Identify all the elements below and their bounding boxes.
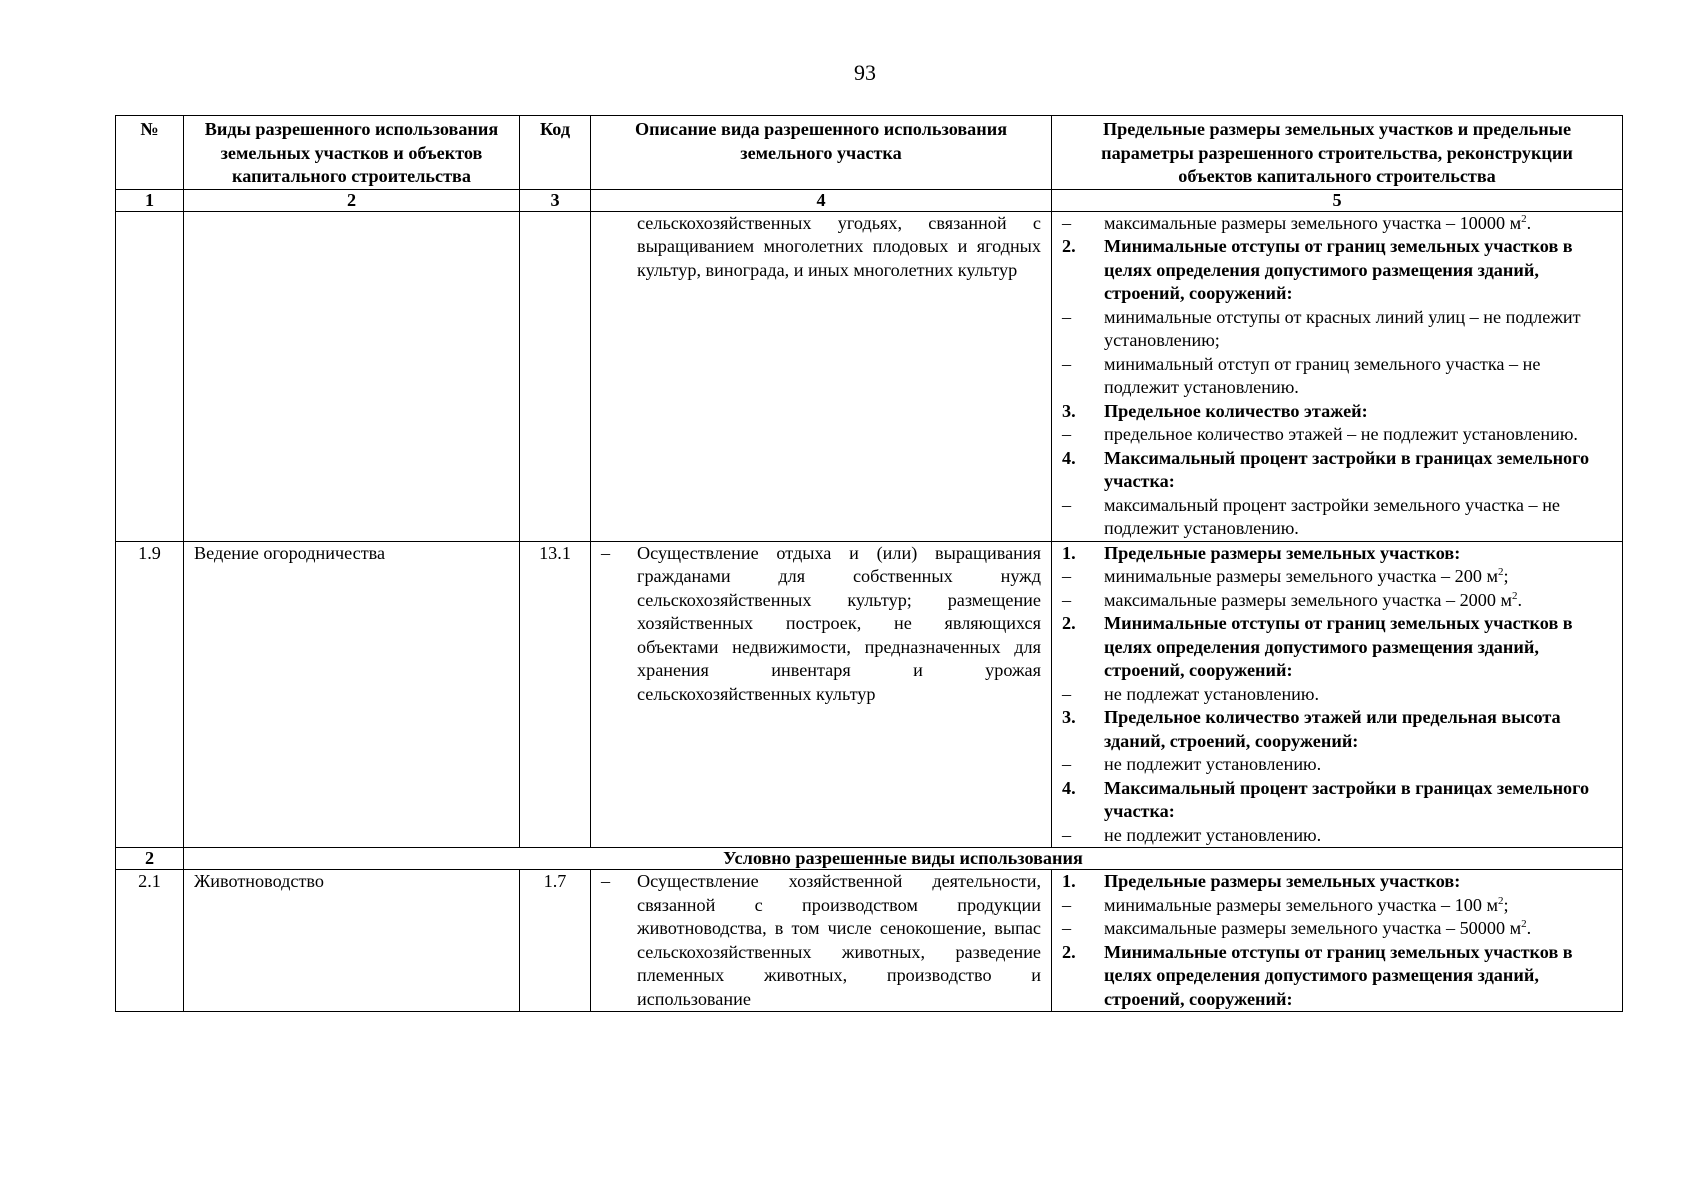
parameter-marker: 3. — [1062, 400, 1076, 421]
parameter-text: не подлежит установлению. — [1104, 824, 1322, 845]
description-marker: – — [601, 871, 611, 891]
parameter-marker: – — [1062, 566, 1072, 586]
regulations-table — [115, 115, 1623, 1012]
section-number: 2 — [116, 848, 184, 870]
row-code: 13.1 — [520, 541, 591, 848]
page-number: 93 — [854, 60, 876, 85]
parameter-heading — [1062, 777, 1612, 824]
row-description — [591, 541, 1052, 848]
row-parameters — [1052, 541, 1623, 848]
superscript: 2 — [1512, 589, 1518, 602]
parameter-marker: 2. — [1062, 236, 1076, 256]
description-text: Осуществление отдыха и (или) выращивания гражданами для собственных нужд сельскохозяйственных культур; размещение хозяйственных построек, не являющихся объектами недвижимости, предназначенных для хранения инвентаря и урожая сельскохозяйственных культур — [637, 542, 1041, 704]
parameter-item — [1062, 894, 1612, 918]
column-number: 5 — [1052, 189, 1623, 211]
parameter-text: максимальный процент застройки земельного участка – не подлежит установлению. — [1104, 494, 1561, 538]
parameter-marker: 4. — [1062, 447, 1076, 468]
parameter-text: Предельное количество этажей: — [1104, 400, 1368, 421]
parameter-list — [1062, 870, 1612, 1011]
parameter-item — [1062, 306, 1612, 353]
column-number: 2 — [184, 189, 520, 211]
parameter-marker: 2. — [1062, 941, 1076, 962]
header-row — [116, 116, 1623, 190]
parameter-marker: – — [1062, 918, 1072, 938]
parameter-punctuation: . — [1526, 918, 1532, 938]
parameter-item — [1062, 565, 1612, 589]
header-number: № — [116, 116, 184, 190]
superscript: 2 — [1521, 212, 1527, 225]
row-code: 1.7 — [520, 870, 591, 1012]
row-parameters — [1052, 211, 1623, 541]
parameter-marker: – — [1062, 494, 1072, 515]
parameter-marker: – — [1062, 683, 1072, 704]
parameter-heading — [1062, 542, 1612, 566]
row-kind: Ведение огородничества — [184, 541, 520, 848]
parameter-item — [1062, 824, 1612, 848]
parameter-marker: 1. — [1062, 542, 1076, 563]
parameter-text: Минимальные отступы от границ земельных участков в целях определения допустимого размещения зданий, строений, сооружений: — [1104, 236, 1573, 303]
parameter-heading — [1062, 941, 1612, 1012]
parameter-text: Минимальные отступы от границ земельных участков в целях определения допустимого размещения зданий, строений, сооружений: — [1104, 941, 1573, 1009]
parameter-marker: – — [1062, 589, 1072, 610]
parameter-text: Предельные размеры земельных участков: — [1104, 871, 1461, 891]
parameter-marker: – — [1062, 894, 1072, 915]
parameter-item — [1062, 917, 1612, 941]
parameter-text: минимальные размеры земельного участка – 200 м — [1104, 566, 1498, 586]
parameter-item — [1062, 353, 1612, 400]
parameter-marker: – — [1062, 306, 1072, 327]
parameter-list — [1062, 542, 1612, 848]
row-number: 1.9 — [116, 541, 184, 848]
header-description: Описание вида разрешенного использования земельного участка — [591, 116, 1052, 190]
column-number-row — [116, 189, 1623, 211]
column-number: 3 — [520, 189, 591, 211]
superscript: 2 — [1521, 917, 1527, 930]
header-kind: Виды разрешенного использования земельных участков и объектов капитального строительства — [184, 116, 520, 190]
parameter-text: не подлежит установлению. — [1104, 754, 1322, 774]
parameter-punctuation: . — [1526, 212, 1532, 233]
parameter-item — [1062, 212, 1612, 236]
parameter-heading — [1062, 870, 1612, 894]
row-description — [591, 870, 1052, 1012]
parameter-marker: – — [1062, 824, 1072, 845]
description-text: сельскохозяйственных угодьях, связанной с выращиванием многолетних плодовых и ягодных культур, винограда, и иных многолетних культур — [637, 212, 1041, 280]
parameter-text: минимальный отступ от границ земельного участка – не подлежит установлению. — [1104, 353, 1541, 397]
row-code — [520, 211, 591, 541]
parameter-punctuation: ; — [1503, 566, 1509, 586]
parameter-text: Минимальные отступы от границ земельных участков в целях определения допустимого размещения зданий, строений, сооружений: — [1104, 613, 1573, 680]
row-parameters — [1052, 870, 1623, 1012]
parameter-text: Максимальный процент застройки в границах земельного участка: — [1104, 447, 1590, 491]
parameter-text: максимальные размеры земельного участка – 10000 м — [1104, 212, 1522, 233]
parameter-item — [1062, 683, 1612, 707]
parameter-text: минимальные отступы от красных линий улиц – не подлежит установлению; — [1104, 306, 1581, 350]
parameter-text: Предельное количество этажей или предельная высота зданий, строений, сооружений: — [1104, 707, 1561, 751]
parameter-marker: 3. — [1062, 707, 1076, 727]
parameter-text: Предельные размеры земельных участков: — [1104, 542, 1461, 563]
column-number: 4 — [591, 189, 1052, 211]
table-row-continued — [116, 211, 1623, 541]
parameter-marker: 1. — [1062, 871, 1076, 891]
section-row — [116, 848, 1623, 870]
parameter-list — [1062, 212, 1612, 541]
parameter-item — [1062, 494, 1612, 541]
parameter-item — [1062, 589, 1612, 613]
parameter-punctuation: . — [1517, 589, 1523, 610]
row-description — [591, 211, 1052, 541]
row-kind: Животноводство — [184, 870, 520, 1012]
table-row — [116, 541, 1623, 848]
row-kind — [184, 211, 520, 541]
parameter-marker: – — [1062, 353, 1072, 374]
parameter-text: максимальные размеры земельного участка – 50000 м — [1104, 918, 1522, 938]
parameter-marker: 2. — [1062, 613, 1076, 633]
parameter-text: максимальные размеры земельного участка – 2000 м — [1104, 589, 1513, 610]
parameter-item — [1062, 423, 1612, 447]
parameter-heading — [1062, 235, 1612, 306]
parameter-heading — [1062, 447, 1612, 494]
parameter-item — [1062, 753, 1612, 777]
row-number: 2.1 — [116, 870, 184, 1012]
parameter-marker: 4. — [1062, 777, 1076, 798]
description-text: Осуществление хозяйственной деятельности, связанной с производством продукции животноводства, в том числе сенокошение, выпас сельскохозяйственных животных, разведение племенных животных, производство и использование — [637, 871, 1041, 1009]
parameter-text: предельное количество этажей – не подлежит установлению. — [1104, 424, 1578, 444]
table-row — [116, 870, 1623, 1012]
parameter-marker: – — [1062, 212, 1072, 233]
parameter-heading — [1062, 400, 1612, 424]
parameter-marker: – — [1062, 424, 1072, 444]
superscript: 2 — [1497, 894, 1504, 907]
description-marker: – — [601, 542, 611, 563]
parameter-text: минимальные размеры земельного участка – 100 м — [1104, 894, 1498, 915]
parameter-text: Максимальный процент застройки в границах земельного участка: — [1104, 777, 1590, 821]
parameter-marker: – — [1062, 754, 1072, 774]
header-parameters: Предельные размеры земельных участков и предельные параметры разрешенного строительства, реконструкции объектов капитального строительства — [1052, 116, 1623, 190]
row-number — [116, 211, 184, 541]
section-title: Условно разрешенные виды использования — [184, 848, 1623, 870]
parameter-text: не подлежат установлению. — [1104, 683, 1320, 704]
column-number: 1 — [116, 189, 184, 211]
superscript: 2 — [1497, 565, 1504, 578]
parameter-heading — [1062, 706, 1612, 753]
parameter-punctuation: ; — [1503, 894, 1509, 915]
header-code: Код — [520, 116, 591, 190]
parameter-heading — [1062, 612, 1612, 683]
